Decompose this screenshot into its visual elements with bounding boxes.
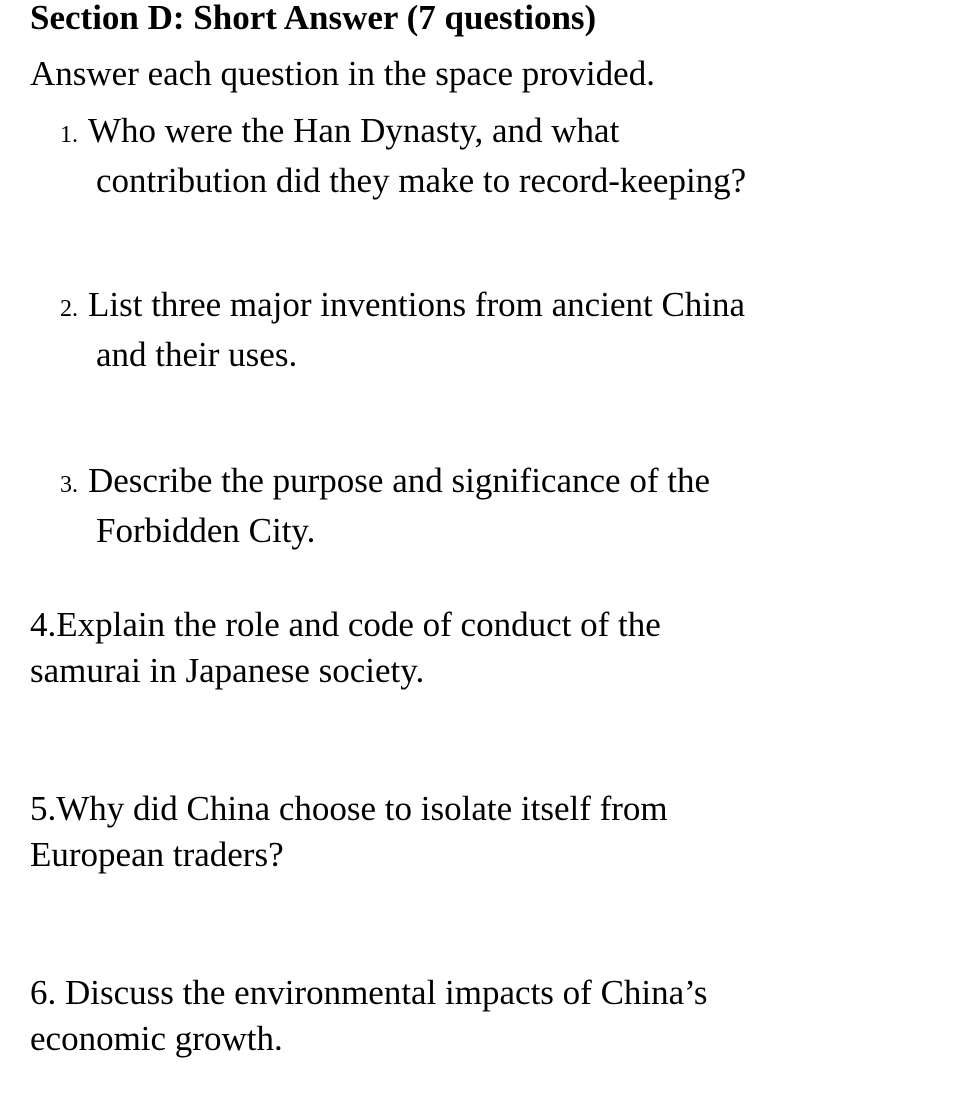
question-3	[60, 458, 710, 554]
section-instructions: Answer each question in the space provided.	[30, 54, 655, 93]
question-1-number: 1.	[60, 122, 78, 148]
question-6-line-2: economic growth.	[30, 1019, 283, 1058]
question-4-line-1: 4.Explain the role and code of conduct of the	[30, 605, 661, 644]
question-5-line-1: 5.Why did China choose to isolate itself from	[30, 789, 668, 828]
section-title: Section D: Short Answer (7 questions)	[30, 0, 597, 37]
question-2-line-1: List three major inventions from ancient China	[88, 285, 746, 324]
question-3-line-1: Describe the purpose and significance of the	[88, 461, 710, 500]
question-4-line-2: samurai in Japanese society.	[30, 651, 425, 690]
question-2-line-2: and their uses.	[96, 335, 298, 374]
question-3-line-2: Forbidden City.	[96, 511, 316, 550]
question-1-line-2: contribution did they make to record-keeping?	[96, 161, 747, 200]
question-2-number: 2.	[60, 296, 78, 322]
question-4	[30, 602, 661, 694]
question-5	[30, 786, 668, 878]
question-2	[60, 282, 745, 378]
question-6	[30, 970, 708, 1062]
question-1-line-1: Who were the Han Dynasty, and what	[88, 111, 620, 150]
question-3-number: 3.	[60, 472, 78, 498]
question-6-line-1: 6. Discuss the environmental impacts of China’s	[30, 973, 708, 1012]
question-1	[60, 108, 746, 204]
question-5-line-2: European traders?	[30, 835, 284, 874]
